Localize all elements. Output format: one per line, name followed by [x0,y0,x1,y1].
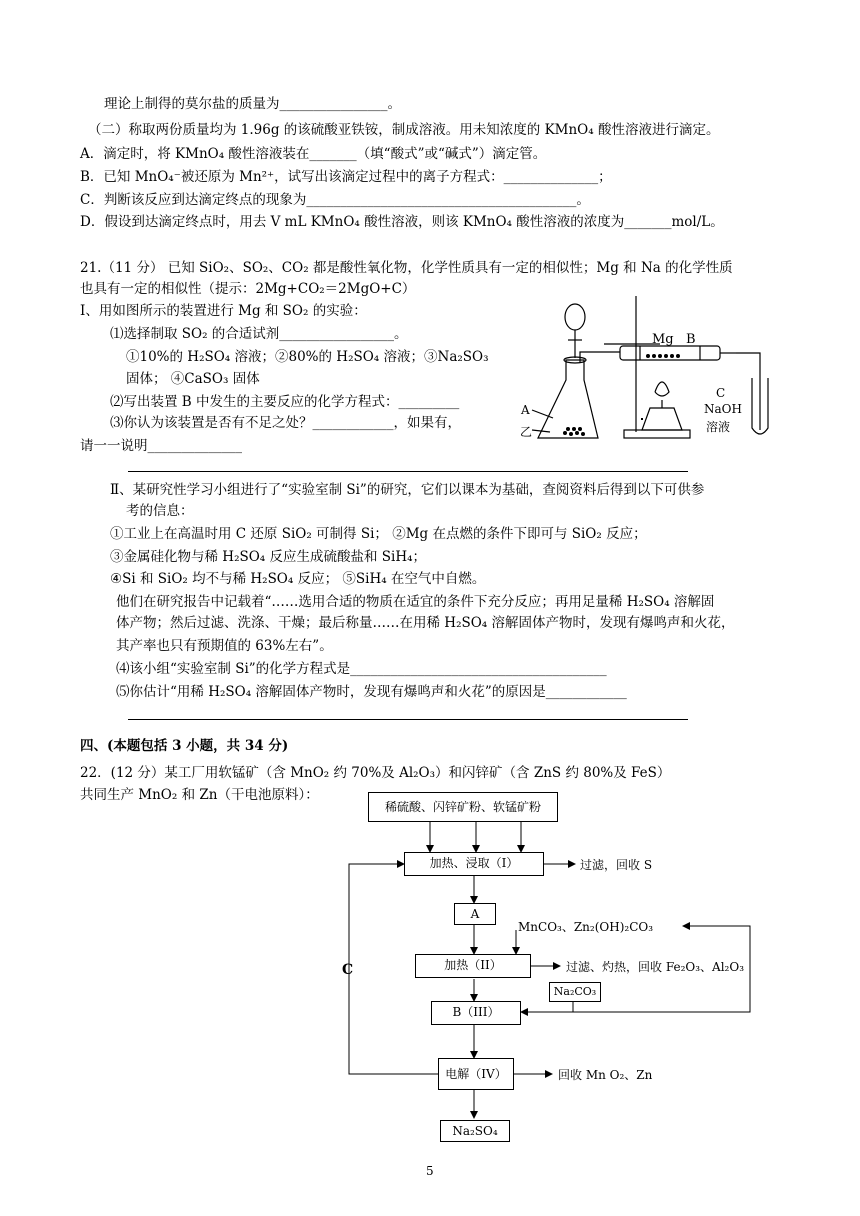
text-line: ⑵写出装置 B 中发生的主要反应的化学方程式：_________ [110,394,460,410]
flow-out1: 过滤，回收 S [580,858,653,872]
text-line: ⑶你认为该装置是否有不足之处？____________，如果有， [110,415,461,431]
text-line: D．假设到达滴定终点时，用去 V mL KMnO₄ 酸性溶液，则该 KMnO₄ 酸性溶液的浓度为_______mol/L。 [80,214,724,230]
text-line: （二）称取两份质量均为 1.96g 的该硫酸亚铁铵，制成溶液。用未知浓度的 KMnO₄ 酸性溶液进行滴定。 [88,122,720,138]
label-solution: 溶液 [706,420,731,434]
text-line: C．判断该反应到达滴定终点的现象为________________________________________。 [80,192,590,208]
flow-step2-box: 加热（II） [415,954,531,978]
text-line: 其产率也只有预期值的 63%左右”。 [116,638,333,654]
text-line: ⑸你估计“用稀 H₂SO₄ 溶解固体产物时，发现有爆鸣声和火花”的原因是____________ [116,684,627,700]
flow-product-box: Na₂SO₄ [440,1120,510,1142]
flow-step1-box: 加热、浸取（I） [404,852,544,876]
text-line: 固体； ④CaSO₃ 固体 [126,371,260,387]
text-line: 体产物；然后过滤、洗涤、干燥；最后称量……在用稀 H₂SO₄ 溶解固体产物时，发现有爆鸣声和火花， [116,615,735,631]
text-line: ③金属硅化物与稀 H₂SO₄ 反应生成硫酸盐和 SiH₄； [110,549,427,565]
text-line: 请一一说明______________ [80,438,242,454]
flow-step3-box: B（III） [431,1001,521,1025]
flow-input-box: 稀硫酸、闪锌矿粉、软锰矿粉 [368,792,558,822]
label-a: A [521,403,530,417]
flow-na2co3-box: Na₂CO₃ [549,982,601,1002]
question-21-header: 21.（11 分） 已知 SiO₂、SO₂、CO₂ 都是酸性氧化物，化学性质具有一定的相似性；Mg 和 Na 的化学性质 [80,260,733,276]
text-line: A．滴定时，将 KMnO₄ 酸性溶液装在_______（填“酸式”或“碱式”）滴定管。 [80,146,547,162]
flow-out4: 回收 Mn O₂、Zn [558,1068,653,1082]
flow-reagent: MnCO₃、Zn₂(OH)₂CO₃ [518,920,654,934]
label-naoh: NaOH [704,402,742,416]
label-c: C [716,386,726,400]
text-line: B．已知 MnO₄⁻被还原为 Mn²⁺，试写出该滴定过程中的离子方程式：______________； [80,169,612,185]
text-line: ①工业上在高温时用 C 还原 SiO₂ 可制得 Si； ②Mg 在点燃的条件下即可与 SiO₂ 反应； [110,526,647,542]
question-22-header: 22．(12 分）某工厂用软锰矿（含 MnO₂ 约 70%及 Al₂O₃）和闪锌矿（含 ZnS 约 80%及 FeS） [80,765,671,781]
text-line: Ⅰ、用如图所示的装置进行 Mg 和 SO₂ 的实验： [80,303,367,319]
text-line: ⑷该小组“实验室制 Si”的化学方程式是______________________________________ [116,661,607,677]
text-line: Ⅱ、某研究性学习小组进行了“实验室制 Si”的研究，它们以课本为基础，查阅资料后得到以下可供参 [110,482,705,498]
text-line: 他们在研究报告中记载着“……选用合适的物质在适宜的条件下充分反应；再用足量稀 H₂SO₄ 溶解固 [116,594,715,610]
text-line: ⑴选择制取 SO₂ 的合适试剂_________________。 [110,326,408,342]
text-line: 共同生产 MnO₂ 和 Zn（干电池原料）： [80,787,319,803]
flow-out2: 过滤、灼热，回收 Fe₂O₃、Al₂O₃ [566,960,745,974]
text-line: ①10%的 H₂SO₄ 溶液；②80%的 H₂SO₄ 溶液；③Na₂SO₃ [126,349,489,365]
text-line: 考的信息： [126,503,194,519]
label-mg: Mg [652,332,674,347]
page-number: 5 [426,1164,434,1178]
text-line: 也具有一定的相似性（提示：2Mg+CO₂＝2MgO+C） [80,281,416,297]
label-yi: 乙 [520,425,533,439]
text-line: 理论上制得的莫尔盐的质量为________________。 [104,96,401,112]
flow-c-label: C [342,962,354,978]
text-line: ④Si 和 SiO₂ 均不与稀 H₂SO₄ 反应； ⑤SiH₄ 在空气中自燃。 [110,571,486,587]
flow-step4-box: 电解（IV） [438,1058,514,1090]
label-b: B [686,332,696,347]
section-heading: 四、(本题包括 3 小题，共 34 分) [80,738,289,754]
flow-a-box: A [454,903,496,925]
